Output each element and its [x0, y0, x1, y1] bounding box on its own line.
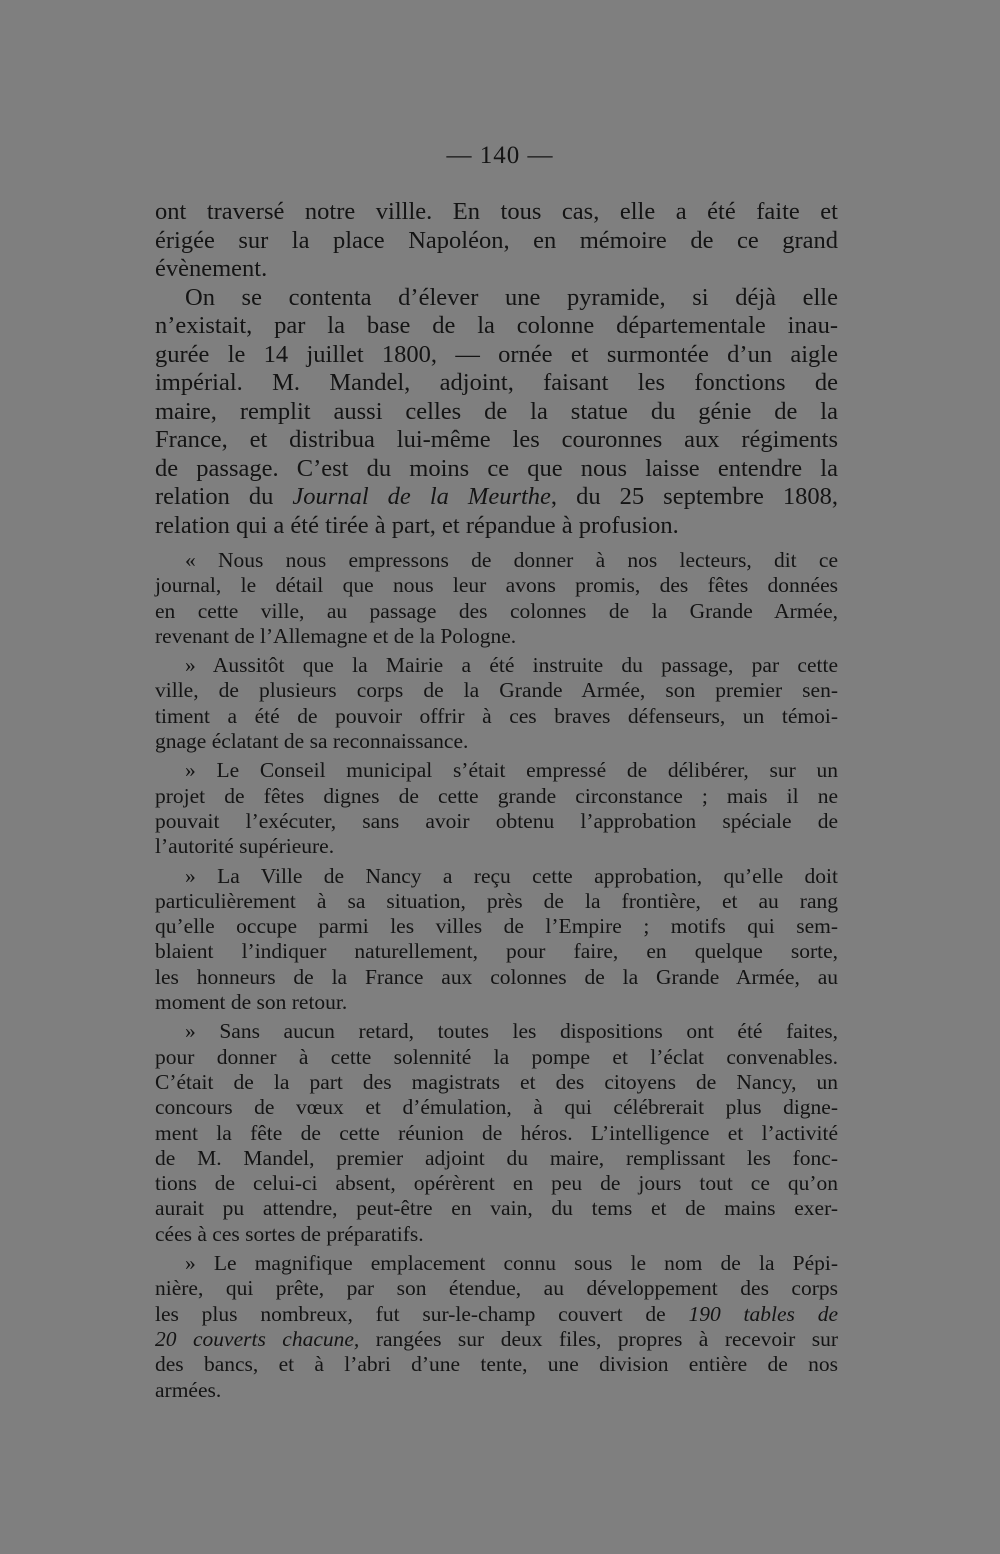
- text-fragment: rangées sur deux files, propres à recevoir sur: [375, 1326, 839, 1351]
- text-line: aurait pu attendre, peut-être en vain, du tems et de mains exer-: [155, 1196, 838, 1221]
- text-line: impérial. M. Mandel, adjoint, faisant les fonctions de: [155, 369, 838, 396]
- text-line: revenant de l’Allemagne et de la Pologne.: [155, 623, 517, 648]
- text-line: moment de son retour.: [155, 990, 348, 1015]
- text-line: projet de fêtes dignes de cette grande circonstance ; mais il ne: [155, 783, 838, 808]
- text-line: des bancs, et à l’abri d’une tente, une division entière de nos: [155, 1352, 838, 1377]
- page-number: — 140 —: [446, 142, 554, 169]
- text-line: ment la fête de cette réunion de héros. L’intelligence et l’activité: [155, 1120, 838, 1145]
- text-line: gnage éclatant de sa reconnaissance.: [155, 729, 469, 754]
- text-line: [155, 1327, 838, 1352]
- text-line: ont traversé notre villle. En tous cas, elle a été faite et: [155, 198, 838, 225]
- quote-paragraph: [155, 1019, 838, 1247]
- text-fragment: les plus nombreux, fut sur-le-champ couvert de: [155, 1301, 689, 1326]
- quote-paragraph: [155, 864, 838, 1016]
- text-line: timent a été de pouvoir offrir à ces braves défenseurs, un témoi-: [155, 703, 838, 728]
- text-line: concours de vœux et d’émulation, à qui célébrerait plus digne-: [155, 1095, 838, 1120]
- text-line: érigée sur la place Napoléon, en mémoire de ce grand: [155, 226, 838, 254]
- text-line: [155, 1302, 838, 1327]
- text-line: relation qui a été tirée à part, et répandue à profusion.: [155, 511, 679, 539]
- text-line: tions de celui-ci absent, opérèrent en peu de jours tout ce qu’on: [155, 1171, 838, 1196]
- text-line: les honneurs de la France aux colonnes de la Grande Armée, au: [155, 964, 838, 989]
- text-line: blaient l’indiquer naturellement, pour faire, en quelque sorte,: [155, 939, 838, 964]
- text-line: » Le Conseil municipal s’était empressé de délibérer, sur un: [185, 758, 838, 783]
- text-line: n’existait, par la base de la colonne départementale inau-: [155, 312, 838, 339]
- quote-paragraph: [155, 653, 838, 754]
- text-fragment: , du 25 septembre 1808,: [550, 483, 838, 510]
- text-line: « Nous nous empressons de donner à nos lecteurs, dit ce: [185, 548, 838, 572]
- text-line: en cette ville, au passage des colonnes de la Grande Armée,: [155, 598, 838, 623]
- text-line: » Sans aucun retard, toutes les dispositions ont été faites,: [185, 1019, 838, 1044]
- quoted-article: [155, 548, 838, 1403]
- quote-paragraph: [155, 1251, 838, 1403]
- quote-paragraph: [155, 548, 838, 649]
- text-line: » La Ville de Nancy a reçu cette approbation, qu’elle doit: [185, 863, 838, 888]
- text-line: C’était de la part des magistrats et des citoyens de Nancy, un: [155, 1069, 838, 1094]
- text-line: journal, le détail que nous leur avons promis, des fêtes données: [155, 573, 838, 598]
- text-line: On se contenta d’élever une pyramide, si déjà elle: [185, 283, 838, 311]
- page-body: [155, 198, 838, 1403]
- journal-title: Journal de la Meurthe: [292, 483, 551, 510]
- text-line: particulièrement à sa situation, près de la frontière, et au rang: [155, 888, 838, 913]
- text-line: » Aussitôt que la Mairie a été instruite du passage, par cette: [185, 653, 838, 678]
- text-line: ville, de plusieurs corps de la Grande Armée, son premier sen-: [155, 678, 838, 703]
- paragraph: [155, 284, 838, 541]
- italic-fragment: 190 tables de: [688, 1301, 838, 1326]
- quote-paragraph: [155, 758, 838, 859]
- text-line: l’autorité supérieure.: [155, 834, 335, 859]
- text-line: pouvait l’exécuter, sans avoir obtenu l’approbation spéciale de: [155, 808, 838, 833]
- text-line: » Le magnifique emplacement connu sous le nom de la Pépi-: [185, 1251, 838, 1276]
- text-line: armées.: [155, 1377, 222, 1402]
- italic-fragment: 20 couverts chacune,: [155, 1326, 376, 1351]
- text-line: France, et distribua lui-même les couronnes aux régiments: [155, 426, 838, 453]
- text-line: qu’elle occupe parmi les villes de l’Empire ; motifs qui sem-: [155, 914, 838, 939]
- text-line: [155, 483, 838, 512]
- text-line: maire, remplit aussi celles de la statue du génie de la: [155, 397, 838, 425]
- text-fragment: relation du: [155, 483, 293, 510]
- text-line: cées à ces sortes de préparatifs.: [155, 1221, 424, 1246]
- text-line: pour donner à cette solennité la pompe et l’éclat convenables.: [155, 1044, 838, 1069]
- text-line: gurée le 14 juillet 1800, — ornée et surmontée d’un aigle: [155, 340, 838, 368]
- text-line: évènement.: [155, 255, 268, 282]
- text-line: nière, qui prête, par son étendue, au développement des corps: [155, 1276, 838, 1301]
- paragraph: [155, 198, 838, 284]
- text-line: de M. Mandel, premier adjoint du maire, remplissant les fonc-: [155, 1145, 838, 1170]
- text-line: de passage. C’est du moins ce que nous laisse entendre la: [155, 454, 838, 482]
